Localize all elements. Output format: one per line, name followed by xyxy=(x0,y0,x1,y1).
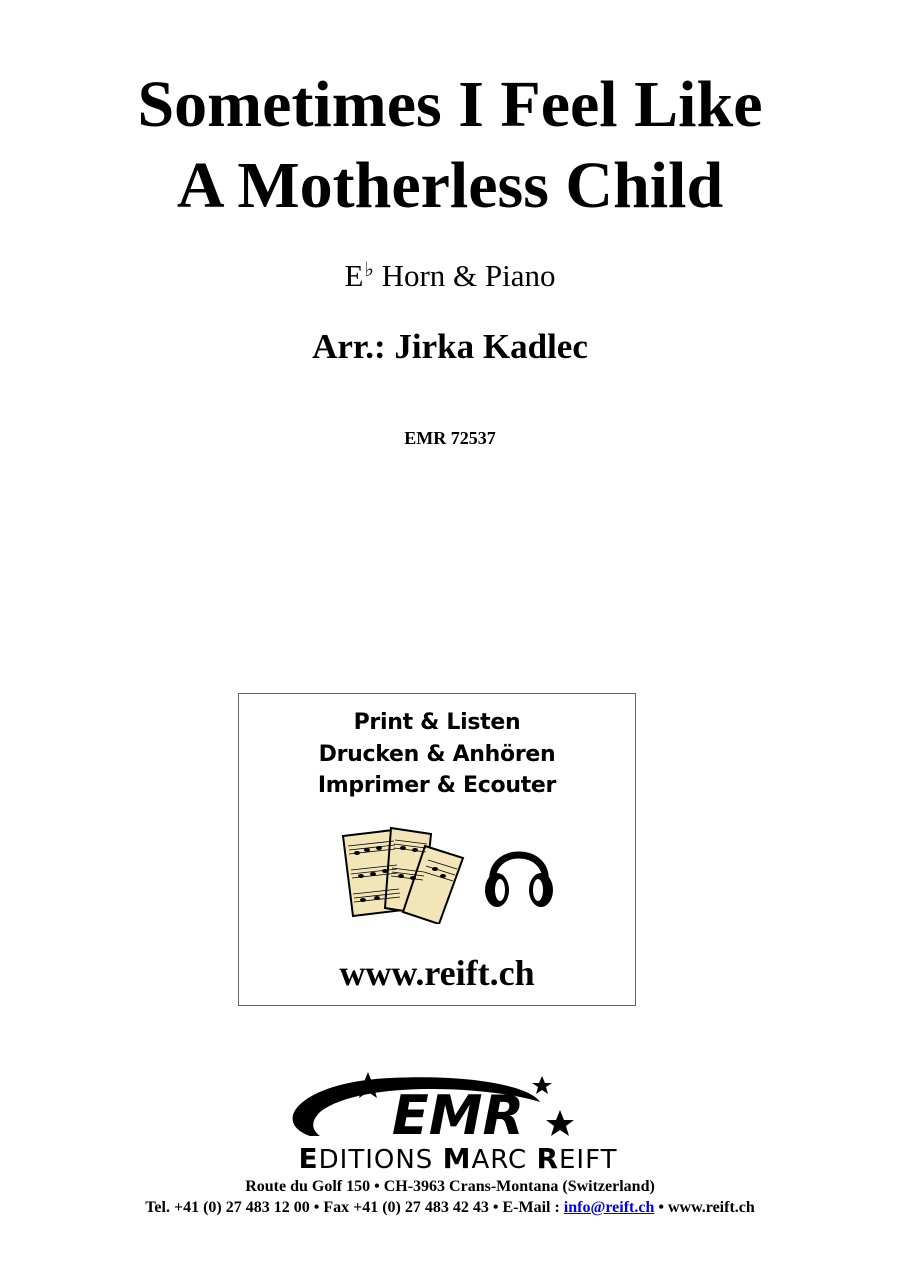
publisher-name: EDITIONS MARC REIFT xyxy=(298,1142,618,1175)
title-line-1: Sometimes I Feel Like xyxy=(137,68,763,141)
promo-line-en: Print & Listen xyxy=(353,710,521,735)
email-link[interactable]: info@reift.ch xyxy=(563,1199,655,1216)
footer-address: Route du Golf 150 • CH-3963 Crans-Montana (Switzerland) xyxy=(245,1178,655,1195)
title xyxy=(0,64,900,226)
promo-line-fr: Imprimer & Ecouter xyxy=(317,773,557,798)
instrument-label: Horn & Piano xyxy=(373,258,556,293)
sheet-music-icon xyxy=(339,824,467,924)
footer-contact: Tel. +41 (0) 27 483 12 00 • Fax +41 (0) 27 483 42 43 • E-Mail : info@reift.ch • www.reift.ch xyxy=(145,1199,755,1216)
flat-sign: ♭ xyxy=(364,259,374,281)
promo-website[interactable]: www.reift.ch xyxy=(339,953,535,993)
arranger: Arr.: Jirka Kadlec xyxy=(312,327,588,366)
title-line-2: A Motherless Child xyxy=(176,149,724,222)
instrument-key: E xyxy=(344,258,364,293)
print-listen-box xyxy=(238,693,636,1006)
emr-logo-icon xyxy=(240,1072,670,1148)
headphones-icon xyxy=(483,834,555,914)
svg-text:EMR: EMR xyxy=(391,1084,525,1147)
catalog-number: EMR 72537 xyxy=(404,428,496,448)
instrumentation xyxy=(0,250,900,296)
promo-line-de: Drucken & Anhören xyxy=(318,742,556,767)
